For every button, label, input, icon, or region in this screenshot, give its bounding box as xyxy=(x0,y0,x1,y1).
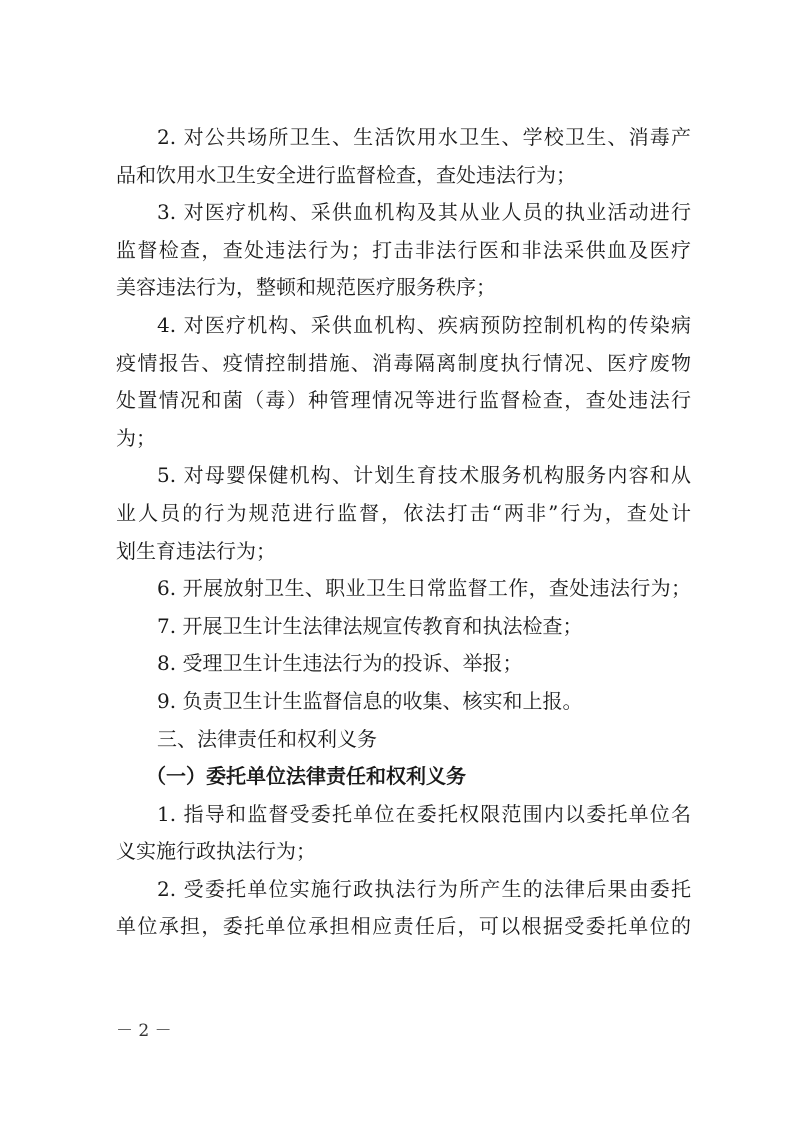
paragraph-line: 5. 对母婴保健机构、计划生育技术服务机构服务内容和从 xyxy=(157,463,691,488)
paragraph-line: 处置情况和菌（毒）种管理情况等进行监督检查，查处违法行 xyxy=(116,388,691,413)
paragraph-line: 划生育违法行为； xyxy=(116,538,276,563)
paragraph-line: 1. 指导和监督受委托单位在委托权限范围内以委托单位名 xyxy=(157,801,691,826)
page-number: － 2 － xyxy=(116,1021,172,1041)
paragraph-line: 美容违法行为，整顿和规范医疗服务秩序； xyxy=(116,275,496,300)
paragraph-line: 疫情报告、疫情控制措施、消毒隔离制度执行情况、医疗废物 xyxy=(116,350,691,375)
paragraph-line: 2. 对公共场所卫生、生活饮用水卫生、学校卫生、消毒产 xyxy=(157,125,691,149)
paragraph-line: 义实施行政执法行为； xyxy=(116,839,316,864)
paragraph-line: 为； xyxy=(116,425,156,450)
paragraph-line: 2. 受委托单位实施行政执法行为所产生的法律后果由委托 xyxy=(157,876,691,901)
paragraph-line: 品和饮用水卫生安全进行监督检查，查处违法行为； xyxy=(116,162,576,187)
paragraph-line: 业人员的行为规范进行监督，依法打击“两非”行为，查处计 xyxy=(116,500,691,525)
paragraph-line: 4. 对医疗机构、采供血机构、疾病预防控制机构的传染病 xyxy=(157,312,691,337)
paragraph-line: 8. 受理卫生计生违法行为的投诉、举报； xyxy=(157,651,523,676)
section-heading: 三、法律责任和权利义务 xyxy=(157,726,377,751)
document-body xyxy=(116,119,691,946)
paragraph-line: 6. 开展放射卫生、职业卫生日常监督工作，查处违法行为； xyxy=(157,576,691,601)
paragraph-line: 单位承担，委托单位承担相应责任后，可以根据受委托单位的 xyxy=(116,914,691,939)
paragraph-line: 9. 负责卫生计生监督信息的收集、核实和上报。 xyxy=(157,688,583,713)
subsection-heading: （一）委托单位法律责任和权利义务 xyxy=(146,764,466,789)
paragraph-line: 7. 开展卫生计生法律法规宣传教育和执法检查； xyxy=(157,613,583,638)
paragraph-line: 监督检查，查处违法行为；打击非法行医和非法采供血及医疗 xyxy=(116,237,691,262)
paragraph-line: 3. 对医疗机构、采供血机构及其从业人员的执业活动进行 xyxy=(157,200,691,225)
